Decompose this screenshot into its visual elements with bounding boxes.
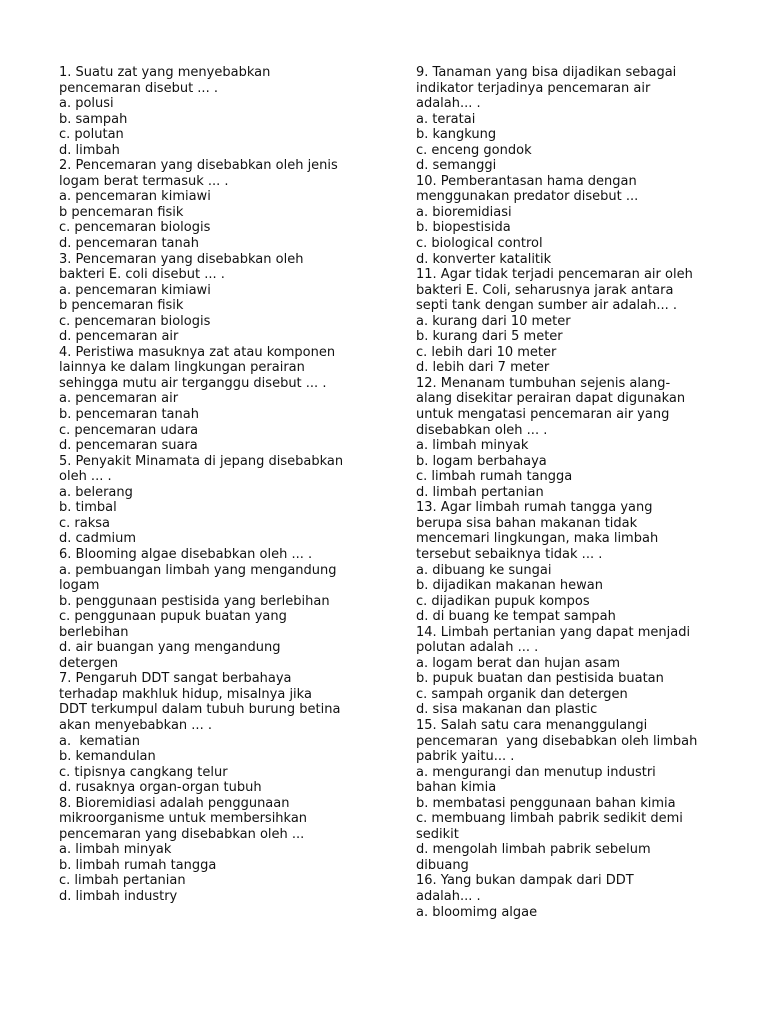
text-line: d. limbah (59, 142, 120, 158)
text-line: d. pencemaran suara (59, 438, 198, 454)
text-line: mikroorganisme untuk membersihkan (59, 811, 308, 827)
text-line: pencemaran yang disebabkan oleh ... (59, 826, 305, 842)
text-line: a. teratai (416, 111, 476, 127)
text-line: 6. Blooming algae disebabkan oleh ... . (59, 546, 313, 562)
text-line: tersebut sebaiknya tidak ... . (416, 546, 603, 562)
text-line: 11. Agar tidak terjadi pencemaran air oleh (416, 267, 693, 283)
text-line: a. logam berat dan hujan asam (416, 655, 620, 671)
text-line: d. mengolah limbah pabrik sebelum (416, 842, 651, 858)
text-line: a. pencemaran kimiawi (59, 189, 211, 205)
text-line: dibuang (416, 857, 469, 873)
text-line: adalah... . (416, 96, 481, 112)
text-line: d. di buang ke tempat sampah (416, 609, 616, 625)
text-line: a. pencemaran air (59, 391, 179, 407)
text-line: a. pencemaran kimiawi (59, 282, 211, 298)
text-line: a. belerang (59, 484, 133, 500)
text-line: d. air buangan yang mengandung (59, 640, 281, 656)
text-line: d. semanggi (416, 158, 497, 174)
text-line: c. tipisnya cangkang telur (59, 764, 228, 780)
text-line: c. penggunaan pupuk buatan yang (59, 609, 287, 625)
text-line: b. sampah (59, 111, 128, 127)
left-column (59, 65, 379, 905)
text-line: b pencemaran fisik (59, 204, 184, 220)
text-line: 7. Pengaruh DDT sangat berbahaya (59, 671, 292, 687)
text-line: b pencemaran fisik (59, 298, 184, 314)
text-line: c. dijadikan pupuk kompos (416, 593, 590, 609)
text-line: b. membatasi penggunaan bahan kimia (416, 795, 676, 811)
text-line: indikator terjadinya pencemaran air (416, 80, 651, 96)
text-line: a. kurang dari 10 meter (416, 313, 571, 329)
text-line: b. logam berbahaya (416, 453, 547, 469)
text-line: c. limbah rumah tangga (416, 469, 573, 485)
text-line: a. polusi (59, 96, 114, 112)
text-line: a. bioremidiasi (416, 204, 512, 220)
text-line: akan menyebabkan ... . (59, 717, 212, 733)
text-line: 9. Tanaman yang bisa dijadikan sebagai (416, 65, 677, 80)
text-line: b. dijadikan makanan hewan (416, 578, 604, 594)
text-line: mencemari lingkungan, maka limbah (416, 531, 659, 547)
text-line: a. mengurangi dan menutup industri (416, 764, 656, 780)
text-line: logam (59, 578, 100, 594)
text-line: bahan kimia (416, 780, 497, 796)
text-line: b. pencemaran tanah (59, 407, 199, 423)
text-line: d. sisa makanan dan plastic (416, 702, 598, 718)
text-line: bakteri E. coli disebut ... . (59, 267, 225, 283)
text-line: d. pencemaran air (59, 329, 179, 345)
text-line: d. limbah pertanian (416, 484, 544, 500)
text-line: adalah... . (416, 888, 481, 904)
text-line: 13. Agar limbah rumah tangga yang (416, 500, 653, 516)
text-line: pencemaran yang disebabkan oleh limbah (416, 733, 698, 749)
text-line: d. lebih dari 7 meter (416, 360, 550, 376)
text-line: bakteri E. Coli, seharusnya jarak antara (416, 282, 674, 298)
text-line: b. limbah rumah tangga (59, 857, 217, 873)
text-line: c. sampah organik dan detergen (416, 686, 628, 702)
text-line: sehingga mutu air terganggu disebut ... . (59, 375, 327, 391)
text-line: 12. Menanam tumbuhan sejenis alang- (416, 375, 671, 391)
text-line: berupa sisa bahan makanan tidak (416, 515, 638, 531)
text-line: logam berat termasuk ... . (59, 173, 229, 189)
text-line: polutan adalah ... . (416, 640, 539, 656)
text-line: DDT terkumpul dalam tubuh burung betina (59, 702, 341, 718)
text-line: a. kematian (59, 733, 140, 749)
text-line: c. lebih dari 10 meter (416, 344, 557, 360)
text-line: c. pencemaran biologis (59, 313, 211, 329)
text-line: 2. Pencemaran yang disebabkan oleh jenis (59, 158, 338, 174)
text-line: a. dibuang ke sungai (416, 562, 552, 578)
text-line: alang disekitar perairan dapat digunakan (416, 391, 686, 407)
text-line: 16. Yang bukan dampak dari DDT (416, 873, 634, 889)
text-line: untuk mengatasi pencemaran air yang (416, 407, 670, 423)
text-line: 14. Limbah pertanian yang dapat menjadi (416, 624, 691, 640)
text-line: a. limbah minyak (59, 842, 172, 858)
text-line: b. kangkung (416, 127, 497, 143)
text-line: c. membuang limbah pabrik sedikit demi (416, 811, 683, 827)
text-line: a. pembuangan limbah yang mengandung (59, 562, 337, 578)
text-line: c. raksa (59, 515, 110, 531)
text-line: b. kurang dari 5 meter (416, 329, 563, 345)
text-line: disebabkan oleh ... . (416, 422, 548, 438)
text-line: d. pencemaran tanah (59, 236, 199, 252)
text-line: a. limbah minyak (416, 438, 529, 454)
text-line: b. pupuk buatan dan pestisida buatan (416, 671, 664, 687)
text-line: a. bloomimg algae (416, 904, 538, 920)
text-line: d. rusaknya organ-organ tubuh (59, 780, 262, 796)
text-line: c. polutan (59, 127, 124, 143)
text-line: d. cadmium (59, 531, 137, 547)
text-line: 15. Salah satu cara menanggulangi (416, 717, 648, 733)
text-line: 5. Penyakit Minamata di jepang disebabkan (59, 453, 344, 469)
text-line: 1. Suatu zat yang menyebabkan (59, 65, 271, 80)
text-line: 3. Pencemaran yang disebabkan oleh (59, 251, 304, 267)
text-line: b. biopestisida (416, 220, 511, 236)
text-line: 4. Peristiwa masuknya zat atau komponen (59, 344, 336, 360)
text-line: pabrik yaitu... . (416, 749, 515, 765)
text-line: oleh ... . (59, 469, 112, 485)
text-line: pencemaran disebut ... . (59, 80, 218, 96)
text-line: c. pencemaran udara (59, 422, 199, 438)
text-line: 8. Bioremidiasi adalah penggunaan (59, 795, 290, 811)
text-line: 10. Pemberantasan hama dengan (416, 173, 637, 189)
text-line: c. enceng gondok (416, 142, 532, 158)
text-line: menggunakan predator disebut ... (416, 189, 639, 205)
text-line: septi tank dengan sumber air adalah... . (416, 298, 678, 314)
text-line: berlebihan (59, 624, 129, 640)
text-line: d. konverter katalitik (416, 251, 552, 267)
text-line: c. biological control (416, 236, 543, 252)
text-line: sedikit (416, 826, 459, 842)
text-line: d. limbah industry (59, 888, 178, 904)
right-column (416, 65, 736, 920)
text-line: b. penggunaan pestisida yang berlebihan (59, 593, 330, 609)
text-line: lainnya ke dalam lingkungan perairan (59, 360, 305, 376)
text-line: detergen (59, 655, 118, 671)
text-line: b. timbal (59, 500, 117, 516)
text-line: b. kemandulan (59, 749, 156, 765)
text-line: c. pencemaran biologis (59, 220, 211, 236)
text-line: c. limbah pertanian (59, 873, 186, 889)
text-line: terhadap makhluk hidup, misalnya jika (59, 686, 312, 702)
